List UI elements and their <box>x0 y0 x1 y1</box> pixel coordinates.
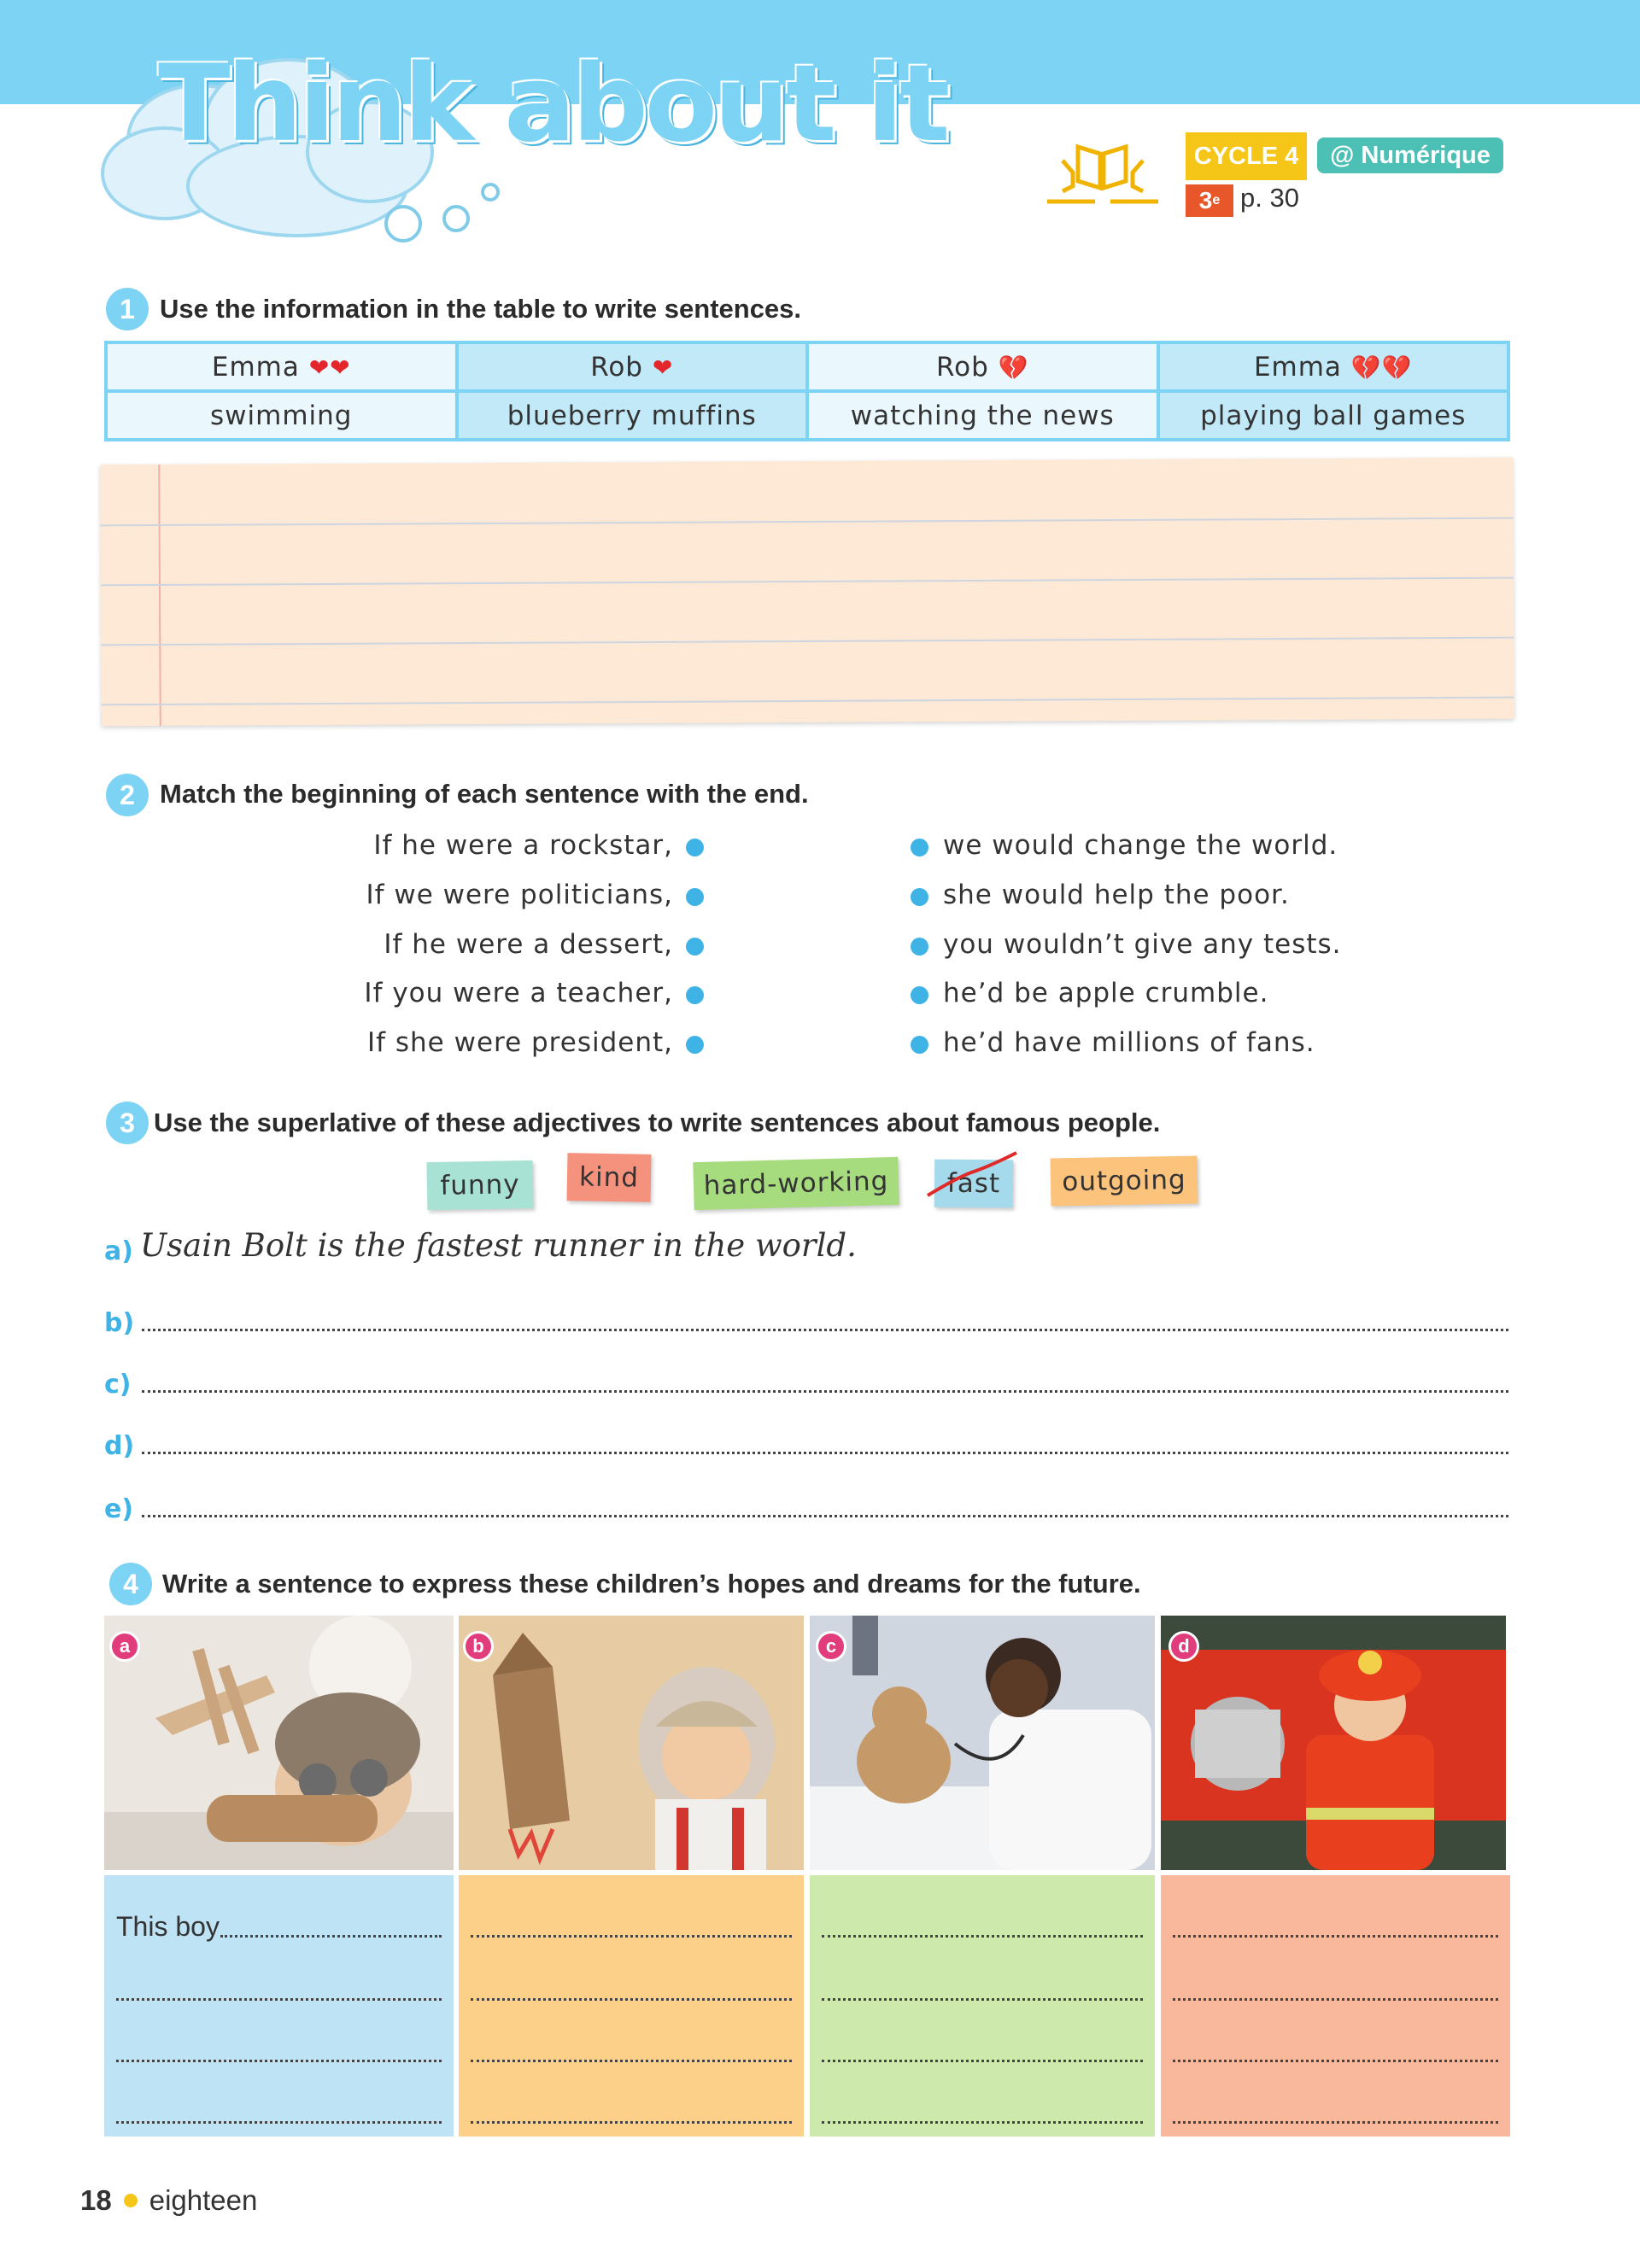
page-reference: p. 30 <box>1240 183 1299 213</box>
answer-box-d[interactable] <box>1161 1875 1510 2136</box>
cloud-bubble <box>442 205 470 232</box>
sentence-ending: he’d be apple crumble. <box>943 978 1269 1008</box>
match-dot-left[interactable] <box>686 888 704 906</box>
sentence-ending: he’d have millions of fans. <box>943 1027 1315 1058</box>
sentence-beginning: If you were a teacher, <box>364 978 673 1008</box>
item-letter: a) <box>104 1236 133 1266</box>
heart-icon: ❤ <box>652 353 674 382</box>
cycle-badge: CYCLE 4 <box>1186 132 1307 180</box>
grade-badge: 3 e <box>1186 184 1233 217</box>
item-letter: e) <box>104 1494 134 1524</box>
exercise-number: 4 <box>109 1563 152 1605</box>
table-cell: watching the news <box>807 391 1158 440</box>
table-cell: playing ball games <box>1158 391 1509 440</box>
exercise-number: 2 <box>106 774 149 816</box>
exercise-instruction: Write a sentence to express these children’s hopes and dreams for the future. <box>162 1569 1141 1599</box>
sentence-beginning: If she were president, <box>366 1027 673 1058</box>
match-dot-right[interactable] <box>911 888 928 906</box>
exercise-instruction: Use the information in the table to write sentences. <box>160 294 802 324</box>
table-cell: Emma ❤❤ <box>106 342 457 391</box>
example-answer: Usain Bolt is the fastest runner in the world. <box>140 1227 857 1264</box>
exercise-instruction: Match the beginning of each sentence with the end. <box>160 779 809 809</box>
answer-box-c[interactable] <box>810 1875 1155 2136</box>
cloud-bubble <box>384 205 422 243</box>
answer-line[interactable] <box>142 1452 1508 1454</box>
photo-label: d <box>1168 1631 1199 1662</box>
photo-label: c <box>816 1631 846 1662</box>
table-cell: Emma 💔💔 <box>1158 342 1509 391</box>
broken-heart-icon: 💔💔 <box>1350 353 1413 382</box>
answer-box-b[interactable] <box>459 1875 804 2136</box>
page-number-word: eighteen <box>149 2184 258 2216</box>
answer-starter: This boy <box>116 1911 220 1942</box>
adjective-tag: outgoing <box>1051 1156 1198 1207</box>
sentence-ending: you wouldn’t give any tests. <box>943 929 1342 960</box>
answer-line[interactable] <box>142 1329 1508 1331</box>
table-cell: swimming <box>106 391 457 440</box>
match-dot-left[interactable] <box>686 1036 704 1054</box>
adjective-tag: fast <box>934 1160 1013 1208</box>
answer-box-a[interactable] <box>104 1875 454 2136</box>
info-table <box>104 341 1510 441</box>
sentence-ending: we would change the world. <box>943 830 1338 861</box>
table-cell: Rob ❤ <box>457 342 808 391</box>
answer-line[interactable] <box>142 1515 1508 1517</box>
answer-line[interactable] <box>142 1390 1508 1393</box>
cloud-bubble <box>481 183 500 202</box>
strike-through-mark <box>924 1151 1018 1199</box>
table-cell: blueberry muffins <box>457 391 808 440</box>
sentence-beginning: If he were a rockstar, <box>373 830 673 861</box>
photo-child-doctor <box>810 1616 1155 1870</box>
photo-child-astronaut <box>459 1616 804 1870</box>
reading-book-icon <box>1044 135 1162 205</box>
digital-badge[interactable]: @ Numérique <box>1317 137 1503 173</box>
page-number: 18 <box>80 2184 112 2216</box>
writing-area[interactable] <box>100 458 1514 727</box>
match-dot-right[interactable] <box>911 938 928 956</box>
page-footer <box>80 2184 257 2217</box>
item-letter: d) <box>104 1431 135 1461</box>
page-title: Think about it <box>158 43 947 166</box>
exercise-number: 3 <box>106 1102 149 1144</box>
table-cell: Rob 💔 <box>807 342 1158 391</box>
exercise-number: 1 <box>106 288 149 330</box>
exercise-instruction: Use the superlative of these adjectives to write sentences about famous people. <box>154 1108 1161 1137</box>
match-dot-right[interactable] <box>911 1036 928 1054</box>
match-dot-left[interactable] <box>686 938 704 956</box>
match-dot-left[interactable] <box>686 839 704 856</box>
adjective-tag: funny <box>427 1160 534 1210</box>
match-dot-right[interactable] <box>911 986 928 1004</box>
photo-child-pilot <box>104 1616 454 1870</box>
item-letter: b) <box>104 1308 135 1338</box>
match-dot-left[interactable] <box>686 986 704 1004</box>
photo-label: b <box>463 1631 494 1662</box>
adjective-tag: kind <box>567 1153 652 1202</box>
sentence-ending: she would help the poor. <box>943 880 1290 910</box>
broken-heart-icon: 💔 <box>998 353 1029 382</box>
item-letter: c) <box>104 1370 132 1400</box>
match-dot-right[interactable] <box>911 839 928 856</box>
adjective-tag: hard-working <box>693 1157 899 1210</box>
sentence-beginning: If he were a dessert, <box>384 929 673 960</box>
photo-label: a <box>109 1631 140 1662</box>
heart-icon: ❤❤ <box>308 353 351 382</box>
sentence-beginning: If we were politicians, <box>366 880 673 910</box>
photo-child-firefighter <box>1161 1616 1506 1870</box>
